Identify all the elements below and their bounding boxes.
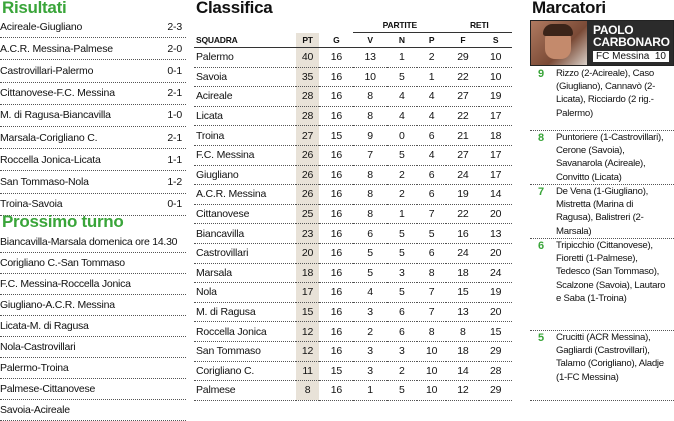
scorers-title: Marcatori <box>532 0 606 17</box>
team-name: F.C. Messina <box>194 145 296 165</box>
stat-cell: 6 <box>417 185 447 205</box>
header-f: F <box>446 33 479 48</box>
stat-cell: 16 <box>319 381 353 401</box>
stat-cell: 12 <box>296 322 320 342</box>
stat-cell: 15 <box>446 283 479 303</box>
stat-cell: 7 <box>353 145 387 165</box>
stat-cell: 19 <box>479 283 512 303</box>
team-name: Castrovillari <box>194 243 296 263</box>
stat-cell: 29 <box>479 381 512 401</box>
stat-cell: 15 <box>319 361 353 381</box>
next-match-row: Palmese-Cittanovese <box>0 379 186 400</box>
stat-cell: 5 <box>353 263 387 283</box>
team-name: Giugliano <box>194 165 296 185</box>
stat-cell: 12 <box>296 341 320 361</box>
stat-cell: 5 <box>387 224 417 244</box>
standings-header-row <box>194 33 512 48</box>
stat-cell: 13 <box>446 302 479 322</box>
stat-cell: 27 <box>446 145 479 165</box>
result-match: San Tommaso-Nola <box>0 175 89 188</box>
scorer-group <box>530 330 674 401</box>
standings-title: Classifica <box>196 0 273 17</box>
result-score: 2-0 <box>167 42 182 55</box>
header-squadra: SQUADRA <box>194 33 296 48</box>
scorer-group <box>530 184 674 239</box>
stat-cell: 8 <box>353 87 387 107</box>
left-column <box>0 0 186 416</box>
stat-cell: 6 <box>417 126 447 146</box>
team-name: Troina <box>194 126 296 146</box>
standings-row <box>194 341 512 361</box>
featured-name: PAOLO CARBONARO <box>593 23 670 49</box>
stat-cell: 19 <box>479 87 512 107</box>
stat-cell: 8 <box>353 185 387 205</box>
stat-cell: 3 <box>353 302 387 322</box>
scorer-names: Crucitti (ACR Messina), Gagliardi (Castrovillari), Talamo (Corigliano), Aladje (1-FC Messina) <box>556 332 664 383</box>
goal-count: 9 <box>538 68 545 80</box>
stat-cell: 22 <box>446 106 479 126</box>
stat-cell: 2 <box>353 322 387 342</box>
stat-cell: 21 <box>446 126 479 146</box>
standings-row <box>194 126 512 146</box>
standings-row <box>194 145 512 165</box>
stat-cell: 1 <box>387 48 417 68</box>
result-score: 0-1 <box>167 198 182 211</box>
results-list <box>0 16 186 216</box>
team-name: Corigliano C. <box>194 361 296 381</box>
result-row <box>0 38 186 60</box>
standings-row <box>194 165 512 185</box>
stat-cell: 8 <box>417 322 447 342</box>
next-match-row: Savoia-Acireale <box>0 400 186 421</box>
stat-cell: 6 <box>387 302 417 322</box>
stat-cell: 28 <box>479 361 512 381</box>
stat-cell: 5 <box>387 243 417 263</box>
standings-row <box>194 67 512 87</box>
stat-cell: 10 <box>479 48 512 68</box>
stat-cell: 1 <box>417 67 447 87</box>
stat-cell: 17 <box>479 145 512 165</box>
stat-cell: 16 <box>319 263 353 283</box>
stat-cell: 8 <box>353 204 387 224</box>
stat-cell: 17 <box>479 165 512 185</box>
stat-cell: 2 <box>387 185 417 205</box>
stat-cell: 24 <box>479 263 512 283</box>
goal-count: 5 <box>538 332 545 344</box>
stat-cell: 16 <box>319 302 353 322</box>
stat-cell: 7 <box>417 283 447 303</box>
result-row <box>0 171 186 193</box>
stat-cell: 16 <box>319 322 353 342</box>
stat-cell: 17 <box>296 283 320 303</box>
scorers-section <box>530 0 674 400</box>
standings-row <box>194 243 512 263</box>
stat-cell: 16 <box>446 224 479 244</box>
stat-cell: 22 <box>446 204 479 224</box>
stat-cell: 16 <box>319 243 353 263</box>
team-name: Acireale <box>194 87 296 107</box>
stat-cell: 4 <box>417 145 447 165</box>
stat-cell: 16 <box>319 185 353 205</box>
team-name: M. di Ragusa <box>194 302 296 322</box>
result-score: 1-1 <box>167 153 182 166</box>
goal-count: 6 <box>538 240 545 252</box>
stat-cell: 4 <box>353 283 387 303</box>
stat-cell: 15 <box>296 302 320 322</box>
stat-cell: 35 <box>296 67 320 87</box>
team-name: Palermo <box>194 48 296 68</box>
stat-cell: 4 <box>417 87 447 107</box>
stat-cell: 16 <box>319 87 353 107</box>
next-match-row: Biancavilla-Marsala domenica ore 14.30 <box>0 232 186 253</box>
team-name: Palmese <box>194 381 296 401</box>
scorer-group <box>530 238 674 331</box>
stat-cell: 24 <box>446 243 479 263</box>
stat-cell: 18 <box>296 263 320 283</box>
stat-cell: 11 <box>296 361 320 381</box>
stat-cell: 18 <box>446 341 479 361</box>
stat-cell: 20 <box>479 302 512 322</box>
stat-cell: 12 <box>446 381 479 401</box>
result-row <box>0 149 186 171</box>
stat-cell: 26 <box>296 145 320 165</box>
stat-cell: 6 <box>417 165 447 185</box>
stat-cell: 3 <box>353 341 387 361</box>
next-round-list <box>0 232 186 421</box>
standings-row <box>194 283 512 303</box>
stat-cell: 29 <box>446 48 479 68</box>
goal-count: 8 <box>538 132 545 144</box>
stat-cell: 20 <box>479 243 512 263</box>
scorer-group <box>530 66 674 131</box>
stat-cell: 26 <box>296 185 320 205</box>
team-name: Savoia <box>194 67 296 87</box>
result-match: Marsala-Corigliano C. <box>0 131 98 144</box>
stat-cell: 40 <box>296 48 320 68</box>
stat-cell: 29 <box>479 341 512 361</box>
team-name: Cittanovese <box>194 204 296 224</box>
stat-cell: 16 <box>319 204 353 224</box>
stat-cell: 1 <box>353 381 387 401</box>
standings-row <box>194 185 512 205</box>
result-match: Roccella Jonica-Licata <box>0 153 101 166</box>
result-score: 2-1 <box>167 87 182 100</box>
stat-cell: 8 <box>353 106 387 126</box>
stat-cell: 23 <box>296 224 320 244</box>
partite-group-label: PARTITE <box>353 18 446 33</box>
header-v: V <box>353 33 387 48</box>
result-row <box>0 83 186 105</box>
standings-row <box>194 361 512 381</box>
next-match-row: Palermo-Troina <box>0 358 186 379</box>
stat-cell: 15 <box>479 322 512 342</box>
result-score: 0-1 <box>167 64 182 77</box>
stat-cell: 14 <box>446 361 479 381</box>
stat-cell: 6 <box>387 322 417 342</box>
header-p: P <box>417 33 447 48</box>
stat-cell: 6 <box>417 243 447 263</box>
stat-cell: 5 <box>353 243 387 263</box>
scorer-names: Rizzo (2-Acireale), Caso (Giugliano), Cannavò (2-Licata), Ricciardo (2 rig.-Palermo) <box>556 68 656 119</box>
result-match: Acireale-Giugliano <box>0 20 83 33</box>
standings-group-header <box>194 18 512 33</box>
result-row <box>0 16 186 38</box>
stat-cell: 16 <box>319 48 353 68</box>
result-score: 2-3 <box>167 20 182 33</box>
result-row <box>0 105 186 127</box>
scorer-names: De Vena (1-Giugliano), Mistretta (Marina di Ragusa), Balistreri (2-Marsala) <box>556 186 649 237</box>
next-match-row: Nola-Castrovillari <box>0 337 186 358</box>
team-name: San Tommaso <box>194 341 296 361</box>
stat-cell: 4 <box>387 106 417 126</box>
stat-cell: 16 <box>319 341 353 361</box>
result-score: 1-0 <box>167 109 182 122</box>
stat-cell: 15 <box>319 126 353 146</box>
standings-row <box>194 106 512 126</box>
next-round-title: Prossimo turno <box>2 212 124 231</box>
stat-cell: 20 <box>296 243 320 263</box>
stat-cell: 26 <box>296 165 320 185</box>
stat-cell: 10 <box>417 361 447 381</box>
stat-cell: 2 <box>387 165 417 185</box>
stat-cell: 13 <box>479 224 512 244</box>
standings-row <box>194 224 512 244</box>
stat-cell: 8 <box>446 322 479 342</box>
team-name: A.C.R. Messina <box>194 185 296 205</box>
result-score: 2-1 <box>167 131 182 144</box>
header-n: N <box>387 33 417 48</box>
standings-row <box>194 302 512 322</box>
stat-cell: 16 <box>319 106 353 126</box>
next-match-row: F.C. Messina-Roccella Jonica <box>0 274 186 295</box>
stat-cell: 25 <box>296 204 320 224</box>
stat-cell: 18 <box>479 126 512 146</box>
stat-cell: 5 <box>387 283 417 303</box>
stat-cell: 7 <box>417 204 447 224</box>
standings-row <box>194 87 512 107</box>
stat-cell: 28 <box>296 106 320 126</box>
next-match-row: Giugliano-A.C.R. Messina <box>0 295 186 316</box>
stat-cell: 18 <box>446 263 479 283</box>
stat-cell: 10 <box>353 67 387 87</box>
stat-cell: 27 <box>296 126 320 146</box>
stat-cell: 2 <box>387 361 417 381</box>
result-match: M. di Ragusa-Biancavilla <box>0 109 111 122</box>
stat-cell: 3 <box>387 341 417 361</box>
stat-cell: 24 <box>446 165 479 185</box>
standings-table <box>194 18 512 401</box>
stat-cell: 19 <box>446 185 479 205</box>
stat-cell: 20 <box>479 204 512 224</box>
standings-row <box>194 381 512 401</box>
scorer-names: Puntoriere (1-Castrovillari), Cerone (Savoia), Savanarola (Acireale), Convitto (Licata) <box>556 132 664 183</box>
team-name: Marsala <box>194 263 296 283</box>
stat-cell: 27 <box>446 87 479 107</box>
stat-cell: 3 <box>353 361 387 381</box>
featured-name-box <box>587 21 673 65</box>
team-name: Licata <box>194 106 296 126</box>
stat-cell: 13 <box>353 48 387 68</box>
stat-cell: 16 <box>319 165 353 185</box>
team-name: Nola <box>194 283 296 303</box>
stat-cell: 4 <box>387 87 417 107</box>
stat-cell: 6 <box>353 224 387 244</box>
reti-group-label: RETI <box>446 18 512 33</box>
stat-cell: 10 <box>417 341 447 361</box>
standings-row <box>194 48 512 68</box>
stat-cell: 5 <box>417 224 447 244</box>
stat-cell: 16 <box>319 145 353 165</box>
stat-cell: 9 <box>353 126 387 146</box>
stat-cell: 5 <box>387 381 417 401</box>
result-match: Cittanovese-F.C. Messina <box>0 87 115 100</box>
stat-cell: 5 <box>387 145 417 165</box>
team-name: Biancavilla <box>194 224 296 244</box>
stat-cell: 17 <box>479 106 512 126</box>
featured-scorer <box>530 20 674 66</box>
result-match: Castrovillari-Palermo <box>0 64 94 77</box>
stat-cell: 5 <box>387 67 417 87</box>
player-photo <box>531 21 587 65</box>
result-score: 1-2 <box>167 175 182 188</box>
stat-cell: 1 <box>387 204 417 224</box>
stat-cell: 8 <box>353 165 387 185</box>
result-row <box>0 127 186 149</box>
standings-section <box>194 0 512 400</box>
stat-cell: 10 <box>479 67 512 87</box>
stat-cell: 22 <box>446 67 479 87</box>
stat-cell: 7 <box>417 302 447 322</box>
next-match-row: Licata-M. di Ragusa <box>0 316 186 337</box>
results-title: Risultati <box>2 0 67 17</box>
stat-cell: 8 <box>296 381 320 401</box>
stat-cell: 8 <box>417 263 447 283</box>
header-g: G <box>319 33 353 48</box>
result-row <box>0 60 186 82</box>
stat-cell: 4 <box>417 106 447 126</box>
scorer-group <box>530 130 674 185</box>
stat-cell: 28 <box>296 87 320 107</box>
standings-row <box>194 263 512 283</box>
stat-cell: 16 <box>319 224 353 244</box>
stat-cell: 14 <box>479 185 512 205</box>
stat-cell: 3 <box>387 263 417 283</box>
featured-club: FC Messina 10 <box>593 51 669 62</box>
standings-row <box>194 322 512 342</box>
stat-cell: 16 <box>319 283 353 303</box>
scorer-names: Tripicchio (Cittanovese), Fioretti (1-Palmese), Tedesco (San Tommaso), Scalzone (Savoia), Lautaro e Saba (1-Troina) <box>556 240 666 304</box>
stat-cell: 0 <box>387 126 417 146</box>
team-name: Roccella Jonica <box>194 322 296 342</box>
result-match: A.C.R. Messina-Palmese <box>0 42 113 55</box>
stat-cell: 10 <box>417 381 447 401</box>
stat-cell: 2 <box>417 48 447 68</box>
result-match: Troina-Savoia <box>0 198 63 211</box>
standings-row <box>194 204 512 224</box>
next-match-row: Corigliano C.-San Tommaso <box>0 253 186 274</box>
header-pt: PT <box>296 33 320 48</box>
goal-count: 7 <box>538 186 545 198</box>
stat-cell: 16 <box>319 67 353 87</box>
header-s: S <box>479 33 512 48</box>
